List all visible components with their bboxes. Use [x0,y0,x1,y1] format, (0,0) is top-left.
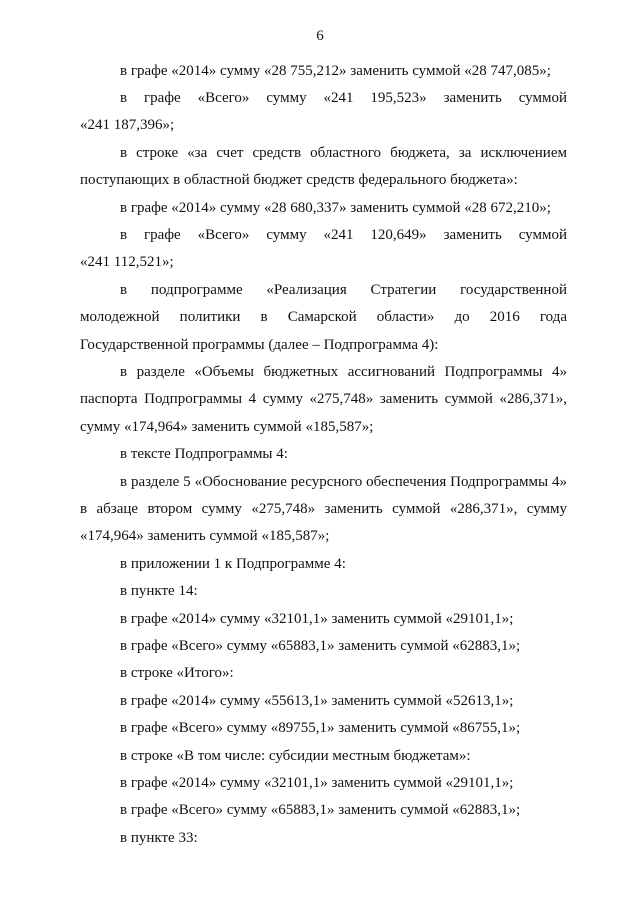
paragraph-line: в графе «Всего» сумму «89755,1» заменить суммой «86755,1»; [120,720,521,736]
paragraph-line: в строке «Итого»: [120,665,234,681]
paragraph-line: в графе «Всего» сумму «241 120,649» заменить суммой [120,227,567,243]
paragraph-line: в разделе 5 «Обоснование ресурсного обеспечения Подпрограммы 4» [120,474,567,490]
paragraph-line: в подпрограмме «Реализация Стратегии государственной [120,282,567,298]
page-number: 6 [316,28,324,44]
paragraph-line: паспорта Подпрограммы 4 сумму «275,748» заменить суммой «286,371», [80,391,567,407]
paragraph-line: молодежной политики в Самарской области» до 2016 года [80,309,567,325]
paragraph-line: в графе «2014» сумму «28 755,212» заменить суммой «28 747,085»; [120,63,551,79]
paragraph-line: в графе «Всего» сумму «65883,1» заменить суммой «62883,1»; [120,638,521,654]
paragraph-line: в пункте 14: [120,583,198,599]
paragraph-line: в строке «за счет средств областного бюджета, за исключением [120,145,567,161]
paragraph-line: в тексте Подпрограммы 4: [120,446,288,462]
paragraph-line: «241 187,396»; [80,117,175,133]
paragraph-line: сумму «174,964» заменить суммой «185,587»; [80,419,374,435]
paragraph-line: в пункте 33: [120,830,198,846]
paragraph-line: в графе «2014» сумму «28 680,337» заменить суммой «28 672,210»; [120,200,551,216]
paragraph-line: в графе «2014» сумму «32101,1» заменить суммой «29101,1»; [120,775,514,791]
paragraph-line: поступающих в областной бюджет средств федерального бюджета»: [80,172,518,188]
paragraph-line: в графе «2014» сумму «32101,1» заменить суммой «29101,1»; [120,611,514,627]
paragraph-line: «241 112,521»; [80,254,174,270]
paragraph-line: в графе «2014» сумму «55613,1» заменить суммой «52613,1»; [120,693,514,709]
paragraph-line: в абзаце втором сумму «275,748» заменить суммой «286,371», сумму [80,501,567,517]
paragraph-line: в приложении 1 к Подпрограмме 4: [120,556,346,572]
paragraph-line: Государственной программы (далее – Подпрограмма 4): [80,337,439,353]
paragraph-line: в графе «Всего» сумму «241 195,523» заменить суммой [120,90,567,106]
paragraph-line: «174,964» заменить суммой «185,587»; [80,528,330,544]
paragraph-line: в разделе «Объемы бюджетных ассигнований Подпрограммы 4» [120,364,567,380]
paragraph-line: в строке «В том числе: субсидии местным бюджетам»: [120,748,471,764]
paragraph-line: в графе «Всего» сумму «65883,1» заменить суммой «62883,1»; [120,802,521,818]
